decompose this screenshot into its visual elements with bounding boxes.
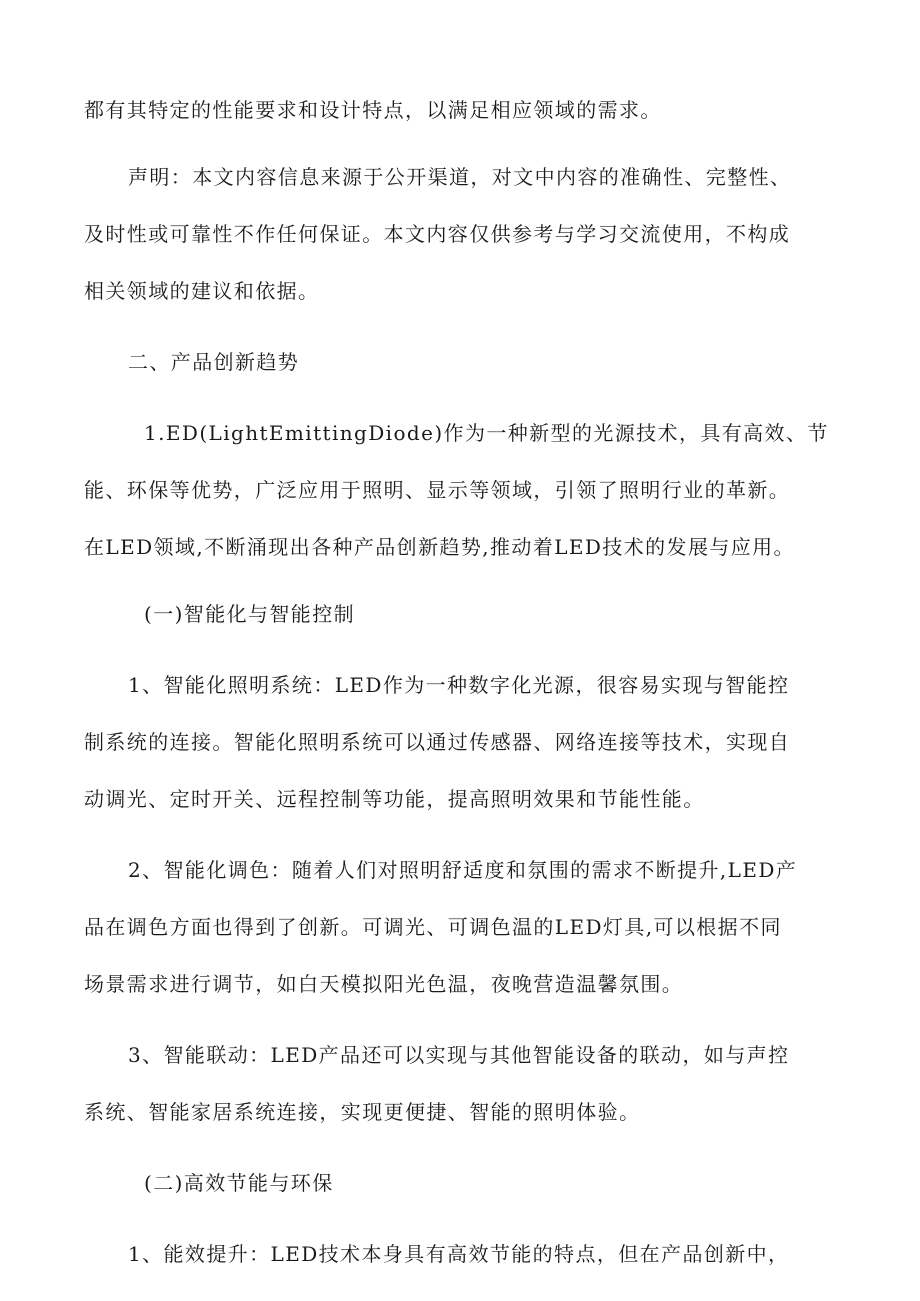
paragraph-line: 在LED领域,不断涌现出各种产品创新趋势,推动着LED技术的发展与应用。 <box>84 535 795 559</box>
paragraph-line: 制系统的连接。智能化照明系统可以通过传感器、网络连接等技术，实现自 <box>84 730 791 754</box>
document-page <box>84 82 854 1283</box>
paragraph-line: 1、能效提升：LED技术本身具有高效节能的特点，但在产品创新中， <box>128 1242 790 1266</box>
paragraph-line: 1、智能化照明系统：LED作为一种数字化光源，很容易实现与智能控 <box>128 673 790 697</box>
paragraph-line: 系统、智能家居系统连接，实现更便捷、智能的照明体验。 <box>84 1100 641 1124</box>
subsection-heading: (一)智能化与智能控制 <box>144 602 356 626</box>
paragraph-line: 能、环保等优势，广泛应用于照明、显示等领域，引领了照明行业的革新。 <box>84 478 791 502</box>
disclaimer-line: 及时性或可靠性不作任何保证。本文内容仅供参考与学习交流使用，不构成 <box>84 222 791 246</box>
section-heading: 二、产品创新趋势 <box>128 350 300 374</box>
paragraph-line: 1.ED(LightEmittingDiode)作为一种新型的光源技术，具有高效、节 <box>144 421 829 445</box>
paragraph-line: 动调光、定时开关、远程控制等功能，提高照明效果和节能性能。 <box>84 787 705 811</box>
paragraph-line: 场景需求进行调节，如白天模拟阳光色温，夜晚营造温馨氛围。 <box>84 972 684 996</box>
paragraph-line: 品在调色方面也得到了创新。可调光、可调色温的LED灯具,可以根据不同 <box>84 915 782 939</box>
disclaimer-line: 相关领域的建议和依据。 <box>84 279 320 303</box>
paragraph-line: 3、智能联动：LED产品还可以实现与其他智能设备的联动，如与声控 <box>128 1043 790 1067</box>
paragraph-line: 2、智能化调色：随着人们对照明舒适度和氛围的需求不断提升,LED产 <box>128 858 798 882</box>
subsection-heading: (二)高效节能与环保 <box>144 1171 334 1195</box>
paragraph-line: 都有其特定的性能要求和设计特点，以满足相应领域的需求。 <box>84 98 662 122</box>
disclaimer-line: 声明：本文内容信息来源于公开渠道，对文中内容的准确性、完整性、 <box>128 165 792 189</box>
